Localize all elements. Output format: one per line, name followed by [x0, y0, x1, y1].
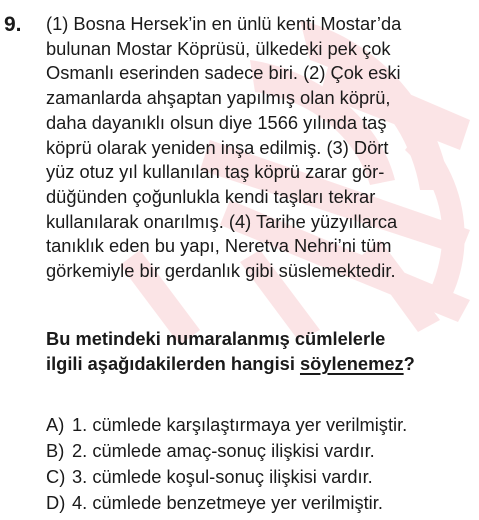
stem-underlined-word: söylenemez	[299, 353, 404, 374]
option-letter: D)	[46, 492, 66, 513]
passage-line: yüz otuz yıl kullanılan taş köprü zarar gör-	[46, 161, 385, 183]
option-a[interactable]	[46, 412, 471, 438]
passage-line: köprü olarak yeniden inşa edilmiş. (3) Dört	[46, 136, 389, 158]
option-c[interactable]	[46, 464, 471, 490]
passage-line: bulunan Mostar Köprüsü, ülkedeki pek çok	[46, 37, 391, 59]
passage-line: görkemiyle bir gerdanlık gibi süslemektedir.	[46, 260, 396, 282]
question-stem	[46, 326, 471, 376]
option-letter: A)	[46, 414, 65, 435]
passage-line: tanıklık eden bu yapı, Neretva Nehri’ni tüm	[46, 235, 392, 257]
option-d[interactable]	[46, 490, 471, 516]
option-b[interactable]	[46, 438, 471, 464]
passage-line: Osmanlı eserinden sadece biri. (2) Çok eski	[46, 62, 401, 84]
option-text: 2. cümlede amaç-sonuç ilişkisi vardır.	[72, 440, 375, 461]
option-text: 3. cümlede koşul-sonuç ilişkisi vardır.	[72, 466, 373, 487]
stem-text: ilgili aşağıdakilerden hangisi	[46, 353, 300, 374]
option-letter: B)	[46, 440, 65, 461]
option-text: 4. cümlede benzetmeye yer verilmiştir.	[72, 492, 383, 513]
passage-line: kullanılarak onarılmış. (4) Tarihe yüzyıllarca	[46, 210, 398, 232]
option-letter: C)	[46, 466, 66, 487]
passage-line: düğünden çoğunlukla kendi taşları tekrar	[46, 185, 376, 207]
stem-question-mark: ?	[403, 353, 415, 374]
passage-line: (1) Bosna Hersek’in en ünlü kenti Mostar’da	[46, 13, 402, 34]
stem-line	[46, 351, 471, 376]
passage-line: daha dayanıklı olsun diye 1566 yılında taş	[46, 111, 387, 133]
stem-line: Bu metindeki numaralanmış cümlelerle	[46, 328, 386, 349]
question-passage	[46, 12, 471, 284]
answer-options	[46, 412, 471, 516]
passage-line: zamanlarda ahşaptan yapılmış olan köprü,	[46, 87, 391, 109]
option-text: 1. cümlede karşılaştırmaya yer verilmiştir.	[72, 414, 408, 435]
question-number: 9.	[4, 13, 22, 36]
